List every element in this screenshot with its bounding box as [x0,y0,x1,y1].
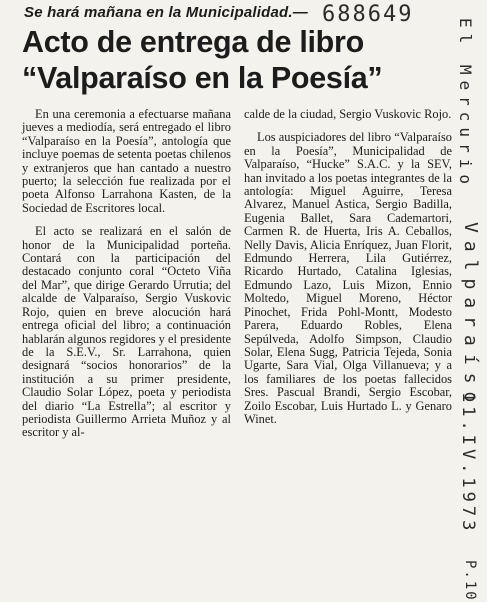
handwritten-page: P.10 [462,560,478,602]
handwritten-archive-number: 688649 [322,2,414,27]
article-column-right [244,108,452,436]
article-paragraph: El acto se realizará en el salón de honor de la Municipalidad porteña. Contará con la participación del destacado conjunto coral “Octeto Viña del Mar”, que dirige Gerardo Urrutia; del alcalde de Valparaíso, Sergio Vuskovic Rojo, quien en breve alocución hará entrega oficial del libro; a continuación hablarán algunos regidores y el presidente de la S.E.V., Sr. Larrahona, quien designará “socios honorarios” de la institución a su primer presidente, Claudio Solar López, poeta y periodista del diario “La Estrella”; al escritor y periodista Guillermo Arrieta Muñoz y al escritor y al- [22,224,231,440]
handwritten-publication: El Mercurio [456,18,475,190]
article-column-left [22,108,231,450]
article-paragraph: Los auspiciadores del libro “Valparaíso en la Poesía”, Municipalidad de Valparaíso, “Hucke” S.A.C. y la SEV, han invitado a los poetas integrantes de la antología: Miguel Aguirre, Teresa Alvarez, Manuel Astica, Sergio Badilla, Eugenia Ballet, Sara Cademartori, Carmen R. de Huerta, Iris A. Ceballos, Nelly Davis, Alicia Enríquez, Juan Florit, Edmundo Herrera, Lila Gutiérrez, Ricardo Hurtado, Catalina Iglesias, Edmundo Lazo, Luis Mizon, Ennio Moltedo, Miguel Moreno, Héctor Pinochet, Frida Pohl-Montt, Modesto Parera, Eduardo Robles, Elena Sepúlveda, Adolfo Simpson, Claudio Solar, Elena Sugg, Patricia Tejeda, Sonia Ugarte, Sara Vial, Olga Villanueva; y a los familiares de los poetas fallecidos Sres. Pascual Brandi, Sergio Escobar, Zoilo Escobar, Luis Hurtado L. y Genaro Winet. [244,130,452,426]
article-paragraph-continued: calde de la ciudad, Sergio Vuskovic Rojo. [244,107,452,121]
article-paragraph: En una ceremonia a efectuarse mañana jueves a mediodía, será entregado el libro “Valparaíso en la Poesía”, antología que incluye poemas de setenta poetas chilenos y extranjeros que han cantado a nuestro puerto; la selección fue realizada por el poeta Alfonso Larrahona Kasten, de la Sociedad de Escritores local. [22,107,231,215]
handwritten-date: 11.IV.1973 [458,392,478,535]
handwritten-city: Valparaíso [460,222,481,411]
headline-line-1: Acto de entrega de libro [22,25,364,59]
headline-line-2: “Valparaíso en la Poesía” [22,61,383,95]
kicker-line: Se hará mañana en la Municipalidad.— [24,4,308,21]
